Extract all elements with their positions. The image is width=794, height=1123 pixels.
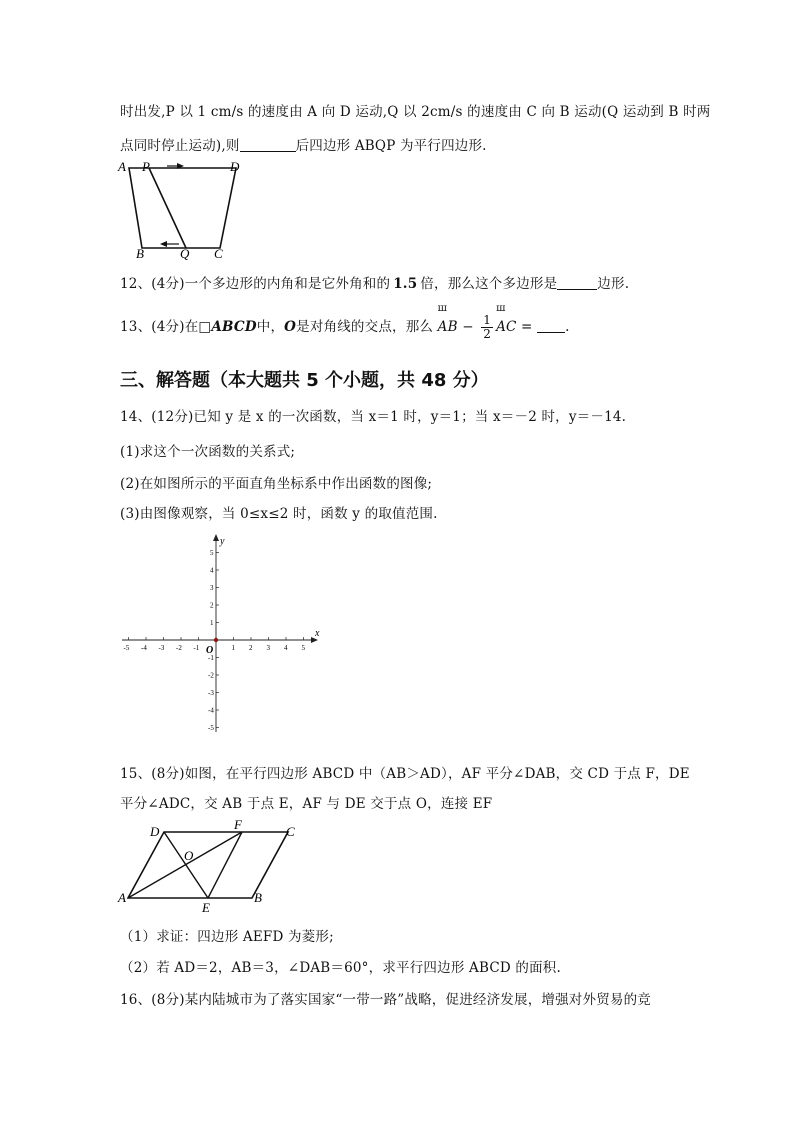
q14-stem: 14、(12分)已知 y 是 x 的一次函数，当 x＝1 时，y＝1；当 x＝－2 时，y＝－14.	[120, 409, 627, 425]
fig15-label-O: O	[184, 848, 194, 863]
q11-text-line1: 时出发,P 以 1 cm/s 的速度由 A 向 D 运动,Q 以 2cm/s 的速度由 C 向 B 运动(Q 运动到 B 时两	[120, 104, 711, 120]
q13-eq: =	[521, 319, 533, 335]
fig15-label-C: C	[286, 824, 295, 839]
q11-line2-post: 后四边形 ABQP 为平行四边形.	[295, 138, 487, 154]
x-tick-label: 5	[301, 644, 305, 652]
q15-line2: 平分∠ADC，交 AB 于点 E，AF 与 DE 交于点 O，连接 EF	[120, 796, 493, 812]
q14-part1: (1)求这个一次函数的关系式;	[120, 444, 296, 460]
x-tick-label: -1	[193, 644, 200, 652]
x-axis-label: x	[315, 628, 320, 639]
q13-o: O	[284, 319, 297, 335]
q13-answer-blank[interactable]	[537, 318, 565, 333]
x-tick-label: -4	[141, 644, 147, 652]
q12-mid: 倍，那么这个多边形是	[420, 276, 558, 292]
q16-line1: 16、(8分)某内陆城市为了落实国家“一带一路”战略，促进经济发展，增强对外贸易的竞	[120, 992, 652, 1008]
y-tick-label: 1	[210, 619, 214, 627]
y-tick-label: -2	[208, 671, 214, 680]
x-tick-label: 2	[249, 644, 253, 652]
fig15-label-E: E	[202, 900, 210, 915]
q13-post: .	[565, 319, 570, 335]
q12-answer-blank[interactable]	[557, 275, 597, 290]
q13-abcd: ABCD	[211, 319, 257, 335]
x-tick-label: -5	[123, 644, 130, 652]
y-tick-label: 4	[210, 566, 214, 575]
q15-parallelogram-figure	[116, 818, 306, 916]
fig15-label-A: A	[118, 890, 126, 905]
q12-post: 边形.	[597, 276, 630, 292]
fig15-label-B: B	[254, 890, 262, 905]
x-tick-label: 3	[266, 644, 270, 652]
x-tick-label: 4	[284, 644, 288, 652]
q11-answer-blank[interactable]	[240, 137, 296, 152]
label-Q: Q	[180, 246, 190, 261]
origin-label: O	[206, 645, 214, 656]
label-B: B	[136, 246, 144, 261]
q13-text	[120, 303, 570, 341]
x-tick-label: -2	[176, 644, 182, 652]
section-heading: 三、解答题（本大题共 5 个小题，共 48 分）	[120, 370, 489, 391]
q14-part3: (3)由图像观察，当 0≤x≤2 时，函数 y 的取值范围.	[120, 506, 438, 522]
coordinate-plane	[118, 532, 330, 738]
x-tick-label: -3	[158, 644, 165, 652]
y-tick-label: -5	[208, 724, 214, 732]
label-D: D	[230, 159, 240, 174]
q14-part2: (2)在如图所示的平面直角坐标系中作出函数的图像;	[120, 476, 433, 492]
q12-text	[120, 272, 629, 292]
fig15-label-D: D	[150, 824, 160, 839]
y-axis-label: y	[220, 536, 225, 547]
y-tick-label: 3	[210, 584, 214, 592]
q13-mid1: 中，	[256, 319, 285, 335]
y-tick-label: -1	[208, 654, 214, 662]
y-tick-label: -3	[208, 689, 214, 697]
q13-mid2: 是对角线的交点，那么	[296, 319, 434, 335]
q11-line2-pre: 点同时停止运动),则	[120, 138, 240, 154]
q15-part1: （1）求证：四边形 AEFD 为菱形;	[120, 929, 334, 945]
vector-ac: ш AC	[496, 303, 517, 335]
label-C: C	[214, 246, 223, 261]
vector-ab: ш AB	[437, 303, 458, 335]
q15-line1: 15、(8分)如图，在平行四边形 ABCD 中（AB＞AD），AF 平分∠DAB，交 CD 于点 F，DE	[120, 766, 690, 782]
fraction-half: $\frac{1}{2}$	[483, 313, 492, 341]
q15-part2: （2）若 AD＝2，AB＝3，∠DAB＝60°，求平行四边形 ABCD 的面积.	[120, 960, 561, 976]
q12-pre: 12、(4分)一个多边形的内角和是它外角和的	[120, 276, 391, 292]
origin-point	[214, 638, 218, 642]
q11-trapezoid-figure	[112, 156, 252, 262]
y-tick-label: 5	[210, 549, 214, 557]
q12-num: 1.5	[393, 276, 418, 292]
x-tick-label: 1	[231, 644, 235, 652]
y-tick-label: -4	[208, 706, 214, 715]
q13-minus: −	[462, 319, 474, 335]
q13-pre: 13、(4分)在□	[120, 319, 212, 335]
fig15-label-F: F	[234, 818, 242, 832]
y-tick-label: 2	[210, 601, 214, 610]
q11-text-line2	[120, 134, 487, 154]
label-P: P	[142, 159, 150, 174]
label-A: A	[118, 159, 126, 174]
y-axis-arrow	[213, 534, 219, 541]
